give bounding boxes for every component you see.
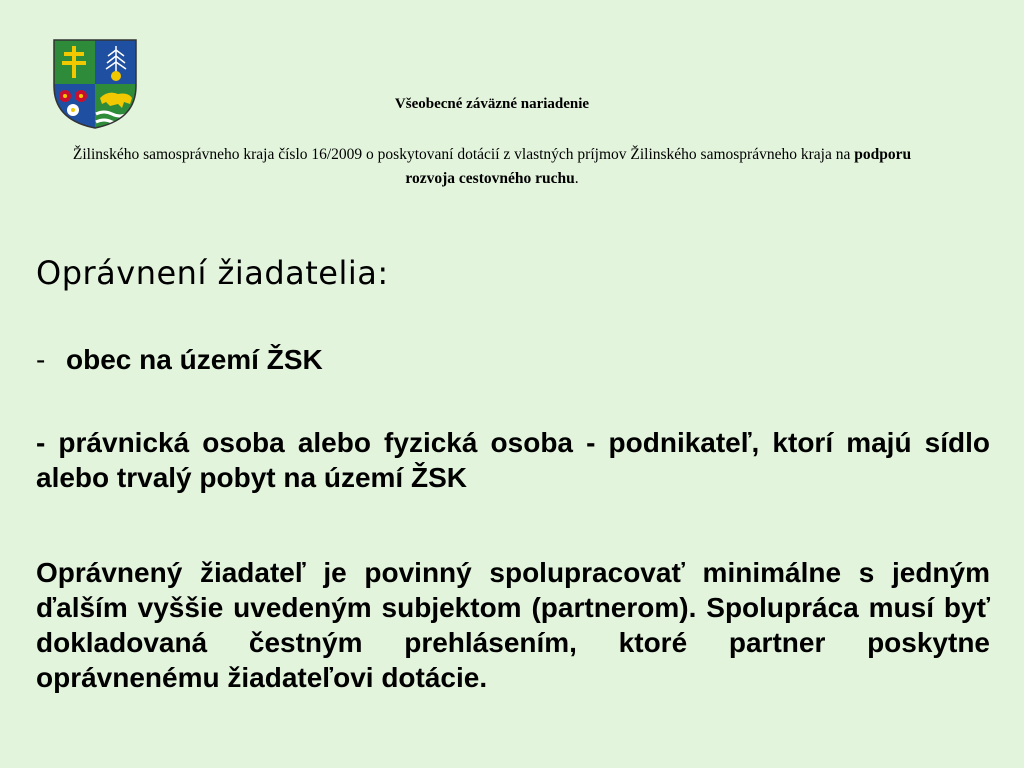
applicant-bullet-legal-person: - právnická osoba alebo fyzická osoba - podnikateľ, ktorí majú sídlo alebo trvalý pobyt na území ŽSK [36, 427, 990, 493]
header-desc-end: . [574, 170, 579, 187]
bullet-dash: - [36, 344, 46, 375]
zsk-coat-of-arms-logo [52, 38, 138, 130]
section-heading: Oprávnení žiadatelia: [36, 254, 389, 292]
header-desc-text: Žilinského samosprávneho kraja číslo 16/2009 o poskytovaní dotácií z vlastných príjmov Žilinského samosprávneho kraja na [72, 146, 855, 163]
header-desc-bold: podporu rozvoja cestovného ruchu [405, 146, 912, 187]
bullet-text: obec na území ŽSK [66, 344, 323, 375]
applicant-bullet-municipality [36, 344, 323, 376]
header-description [60, 143, 924, 191]
partner-requirement-paragraph: Oprávnený žiadateľ je povinný spolupracovať minimálne s jedným ďalším vyššie uvedeným subjektom (partnerom). Spolupráca musí byť dokladovaná čestným prehlásením, ktoré partner poskytne oprávnenému žiadateľovi dotácie. [36, 557, 990, 693]
header-title: Všeobecné záväzné nariadenie [394, 96, 590, 112]
